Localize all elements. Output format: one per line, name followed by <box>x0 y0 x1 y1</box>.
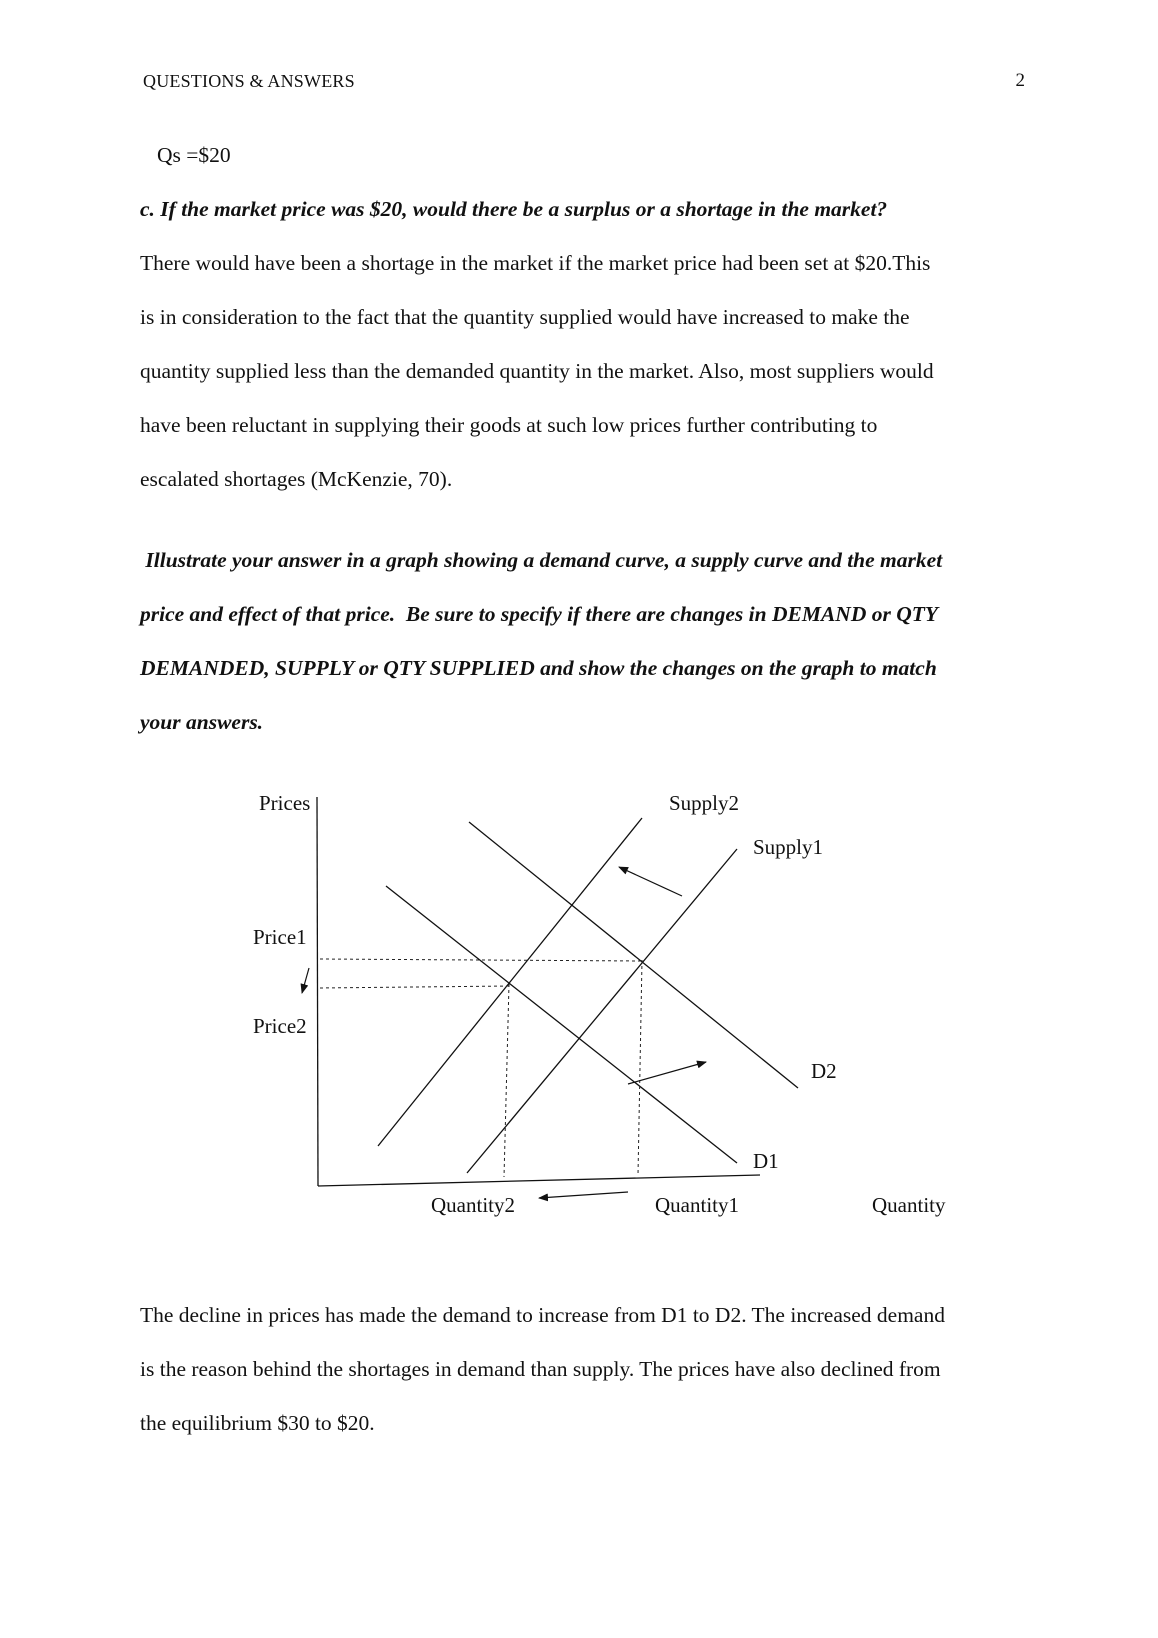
paragraph-line: is in consideration to the fact that the quantity supplied would have increased to make the <box>140 305 910 329</box>
d1-label: D1 <box>753 1149 779 1173</box>
supply-shift-arrow <box>619 867 682 896</box>
demand-curve-d2 <box>469 822 798 1088</box>
quantity1-label: Quantity1 <box>655 1193 739 1217</box>
paragraph-line: is the reason behind the shortages in demand than supply. The prices have also declined from <box>140 1357 941 1381</box>
instruction-line: your answers. <box>140 710 264 734</box>
question-c-text: c. If the market price was $20, would there be a surplus or a shortage in the market? <box>140 197 888 221</box>
supply1-label: Supply1 <box>753 835 824 859</box>
price2-label: Price2 <box>253 1014 307 1038</box>
price-decline-arrow <box>302 968 309 993</box>
supply2-label: Supply2 <box>669 791 740 815</box>
d2-label: D2 <box>811 1059 837 1083</box>
running-head: QUESTIONS & ANSWERS <box>143 71 355 91</box>
paragraph-line: have been reluctant in supplying their goods at such low prices further contributing to <box>140 413 878 437</box>
instruction-line: DEMANDED, SUPPLY or QTY SUPPLIED and show the changes on the graph to match <box>140 656 937 680</box>
paragraph-line: the equilibrium $30 to $20. <box>140 1411 375 1435</box>
demand-shift-arrow <box>628 1062 706 1084</box>
y-axis-label: Prices <box>259 791 311 815</box>
quantity2-label: Quantity2 <box>431 1193 515 1217</box>
demand-curve-d1 <box>386 886 737 1163</box>
x-axis-label: Quantity <box>872 1193 946 1217</box>
paragraph-line: quantity supplied less than the demanded quantity in the market. Also, most suppliers would <box>140 359 934 383</box>
quantity-decline-arrow <box>539 1192 628 1198</box>
price2-guide <box>320 986 510 988</box>
paragraph-line: There would have been a shortage in the market if the market price had been set at $20.This <box>140 251 931 275</box>
instruction-line: price and effect of that price. Be sure to specify if there are changes in DEMAND or QTY <box>140 602 939 626</box>
instruction-line: Illustrate your answer in a graph showing a demand curve, a supply curve and the market <box>140 548 943 572</box>
y-axis <box>317 797 318 1186</box>
page-number: 2 <box>1015 70 1025 91</box>
paragraph-line: escalated shortages (McKenzie, 70). <box>140 467 453 491</box>
quantity1-guide <box>638 960 642 1175</box>
paragraph-line: The decline in prices has made the demand to increase from D1 to D2. The increased demand <box>140 1303 945 1327</box>
price1-label: Price1 <box>253 925 307 949</box>
x-axis <box>318 1175 760 1186</box>
supply-curve-2 <box>378 818 642 1146</box>
supply-curve-1 <box>467 849 737 1173</box>
conclusion-paragraph <box>140 1288 1020 1450</box>
qs-value-line: Qs =$20 <box>157 143 231 167</box>
quantity2-guide <box>504 984 509 1177</box>
